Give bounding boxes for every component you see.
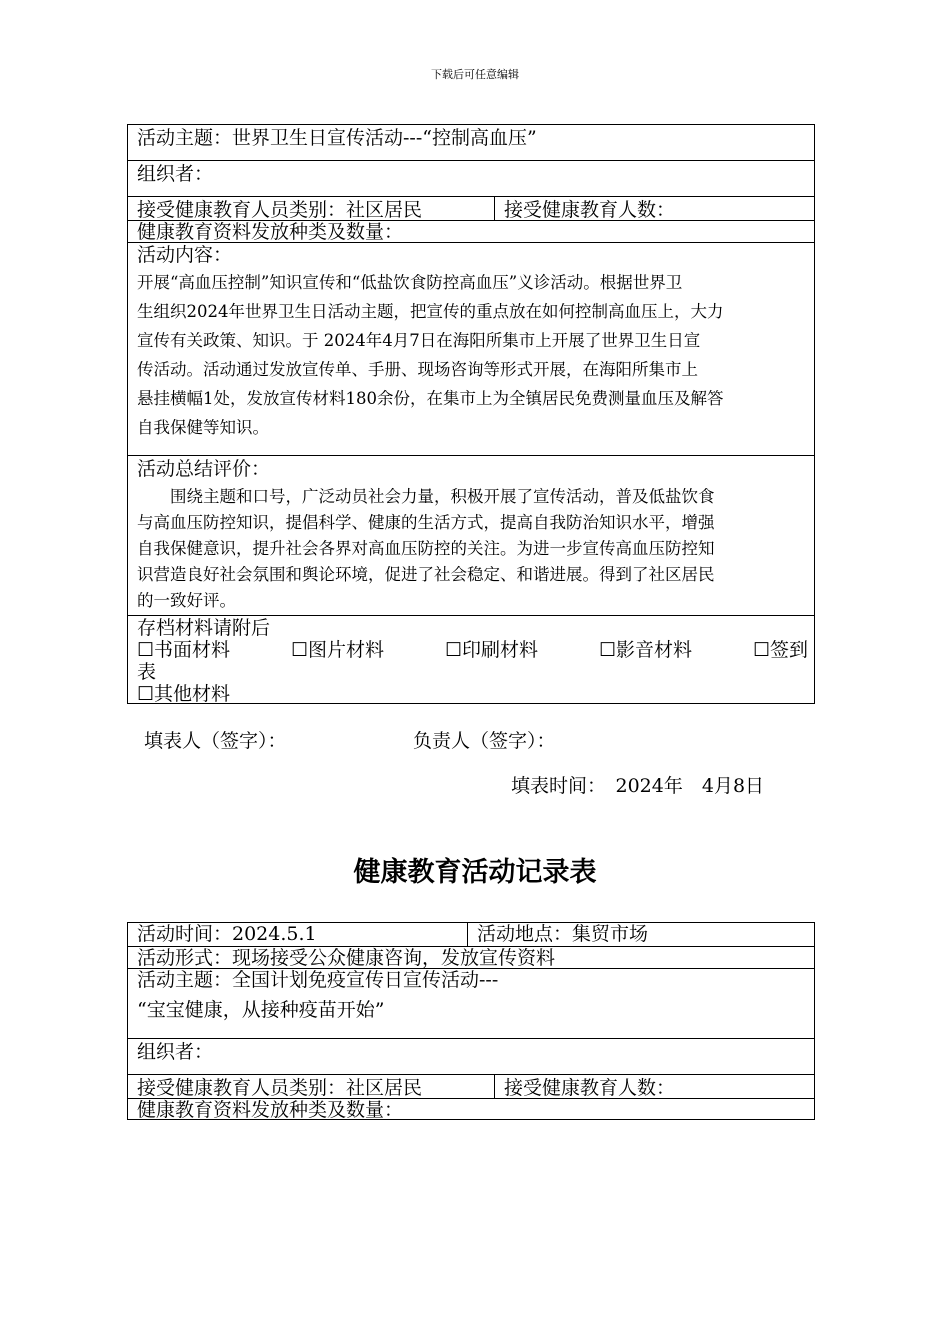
summary-body [137, 480, 814, 614]
header-note: 下载后可任意编辑 [431, 68, 519, 81]
audience-row-2 [128, 1074, 814, 1098]
content-line: 悬挂横幅1处，发放宣传材料180余份，在集市上为全镇居民免费测量血压及解答 [137, 389, 724, 408]
audience-type-cell: 接受健康教育人员类别：社区居民 [128, 197, 495, 220]
content-label: 活动内容： [137, 244, 233, 266]
summary-line: 识营造良好社会氛围和舆论环境，促进了社会稳定、和谐进展。得到了社区居民 [137, 565, 715, 584]
content-line: 传活动。活动通过发放宣传单、手册、现场咨询等形式开展，在海阳所集市上 [137, 360, 698, 379]
theme-row-2 [128, 968, 814, 1038]
organizer-label: 组织者： [137, 163, 214, 185]
materials-label-2: 健康教育资料发放种类及数量： [137, 1099, 404, 1119]
materials-row [128, 220, 814, 242]
activity-record-table-1 [127, 124, 815, 704]
summary-label: 活动总结评价： [137, 458, 271, 480]
content-row [128, 242, 814, 455]
content-line: 宣传有关政策、知识。于 2024年4月7日在海阳所集市上开展了世界卫生日宣 [137, 331, 701, 350]
content-line: 自我保健等知识。 [137, 418, 269, 437]
activity-form-text: 活动形式：现场接受公众健康咨询，发放宣传资料 [137, 947, 556, 968]
theme-line-2: “宝宝健康，从接种疫苗开始” [137, 999, 385, 1021]
page-title: 健康教育活动记录表 [353, 857, 597, 888]
checkbox-audio-video-material[interactable]: ☐影音材料 [598, 639, 692, 661]
theme-row [128, 125, 814, 160]
summary-line: 的一致好评。 [137, 591, 236, 610]
checkbox-picture-material[interactable]: ☐图片材料 [290, 639, 385, 661]
filler-signature-label: 填表人（签字）： [144, 730, 287, 752]
summary-line: 围绕主题和口号，广泛动员社会力量，积极开展了宣传活动，普及低盐饮食 [137, 487, 715, 506]
archive-row [128, 615, 814, 703]
time-place-row [128, 923, 814, 946]
organizer-label-2: 组织者： [137, 1041, 214, 1063]
organizer-row [128, 160, 814, 196]
archive-options [137, 639, 814, 661]
activity-time-cell: 活动时间：2024.5.1 [128, 923, 468, 946]
organizer-row-2 [128, 1038, 814, 1074]
audience-count-cell: 接受健康教育人数： [504, 199, 676, 220]
archive-label: 存档材料请附后 [137, 617, 271, 639]
materials-row-2 [128, 1098, 814, 1119]
activity-record-table-2 [127, 922, 815, 1120]
summary-line: 与高血压防控知识，提倡科学、健康的生活方式，提高自我防治知识水平，增强 [137, 513, 715, 532]
checkbox-written-material[interactable]: ☐书面材料 [137, 639, 231, 661]
fill-time-label: 填表时间： 2024年 4月8日 [511, 775, 765, 797]
audience-row [128, 196, 814, 220]
theme-text: 活动主题：世界卫生日宣传活动---“控制高血压” [137, 127, 537, 149]
checkbox-printed-material[interactable]: ☐印刷材料 [444, 639, 539, 661]
audience-count-cell-2: 接受健康教育人数： [504, 1077, 676, 1098]
summary-row [128, 455, 814, 615]
checkbox-sign-in-sheet[interactable]: ☐签到 [752, 639, 808, 661]
content-body [137, 266, 814, 442]
materials-label: 健康教育资料发放种类及数量： [137, 221, 404, 242]
audience-type-cell-2: 接受健康教育人员类别：社区居民 [128, 1075, 495, 1098]
summary-line: 自我保健意识，提升社会各界对高血压防控的关注。为进一步宣传高血压防控知 [137, 539, 715, 558]
responsible-signature-label: 负责人（签字）： [413, 730, 556, 752]
archive-wrap-text: 表 [137, 661, 157, 683]
content-line: 开展“高血压控制”知识宣传和“低盐饮食防控高血压”义诊活动。根据世界卫 [137, 273, 683, 292]
form-row [128, 946, 814, 968]
activity-place-cell: 活动地点：集贸市场 [477, 923, 649, 945]
checkbox-other-material[interactable]: ☐其他材料 [137, 683, 231, 703]
content-line: 生组织2024年世界卫生日活动主题，把宣传的重点放在如何控制高血压上，大力 [137, 302, 724, 321]
theme-line-1: 活动主题：全国计划免疫宣传日宣传活动--- [137, 969, 499, 991]
